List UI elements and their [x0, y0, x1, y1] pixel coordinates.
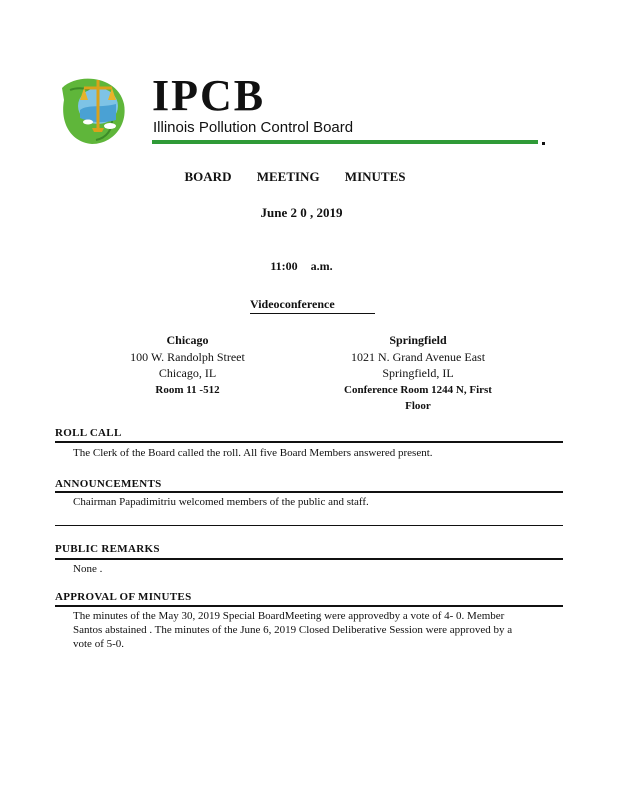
- section-divider: [55, 525, 563, 526]
- section-body-roll-call: The Clerk of the Board called the roll. All five Board Members answered present.: [73, 447, 433, 459]
- org-name: Illinois Pollution Control Board: [153, 119, 354, 136]
- location-chicago: [100, 332, 275, 398]
- section-body-announcements: Chairman Papadimitriu welcomed members of the public and staff.: [73, 496, 369, 508]
- section-divider: [55, 491, 563, 493]
- section-body-approval-of-minutes: The minutes of the May 30, 2019 Special BoardMeeting were approvedby a vote of 4- 0. Member Santos abstained . The minutes of the June 6, 2019 Closed Deliberative Session were approved by a vote of 5-0.: [73, 610, 513, 650]
- header-dot: [542, 142, 545, 145]
- location-room: Room 11 -512: [155, 383, 220, 396]
- section-body-public-remarks: None .: [73, 563, 103, 575]
- location-address: 100 W. Randolph Street: [130, 349, 245, 364]
- location-springfield: [318, 332, 518, 415]
- leaf-scale-logo-icon: [58, 70, 130, 148]
- location-name: Springfield: [389, 333, 447, 347]
- section-heading-approval-of-minutes: APPROVAL OF MINUTES: [55, 591, 192, 603]
- meeting-title: BOARD MEETING MINUTES: [184, 169, 406, 184]
- location-address: 1021 N. Grand Avenue East: [350, 349, 486, 364]
- location-city: Springfield, IL: [382, 366, 454, 380]
- location-room-cont: Floor: [405, 400, 431, 412]
- section-heading-announcements: ANNOUNCEMENTS: [55, 478, 162, 490]
- header-divider: [152, 140, 538, 144]
- org-acronym: IPCB: [152, 71, 266, 120]
- section-divider: [55, 558, 563, 560]
- section-heading-roll-call: ROLL CALL: [55, 427, 122, 439]
- location-room: Conference Room 1244 N, First: [344, 383, 492, 396]
- meeting-time: 11:00 a.m.: [270, 259, 333, 273]
- meeting-mode: Videoconference: [250, 297, 375, 314]
- location-name: Chicago: [166, 333, 209, 347]
- ipcb-logo: [58, 70, 130, 148]
- section-divider: [55, 605, 563, 607]
- meeting-date: June 2 0 , 2019: [260, 205, 343, 220]
- section-heading-public-remarks: PUBLIC REMARKS: [55, 543, 160, 555]
- section-divider: [55, 441, 563, 443]
- location-city: Chicago, IL: [158, 366, 217, 380]
